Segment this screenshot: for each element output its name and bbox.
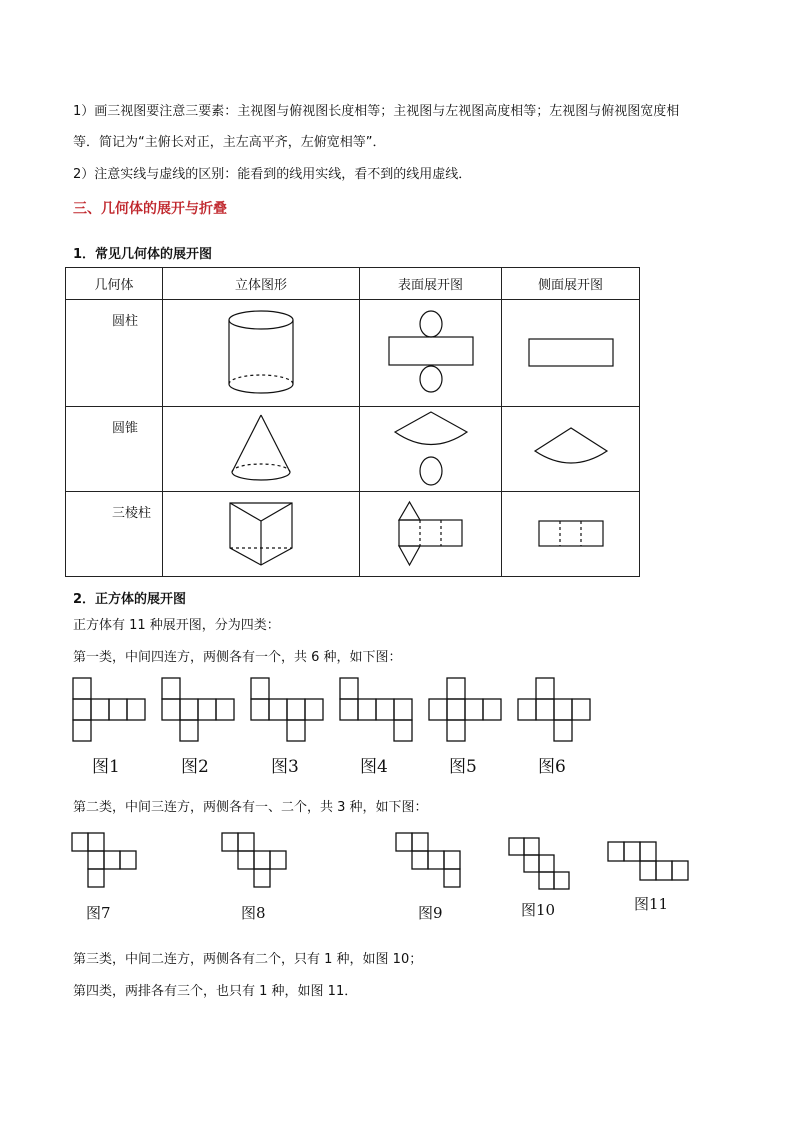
triangular-prism-icon xyxy=(163,492,360,577)
subsection-2-title: 2．正方体的展开图 xyxy=(73,592,187,607)
cylinder-icon xyxy=(163,300,360,407)
caption-fig9: 图9 xyxy=(418,904,443,922)
dashed-rectangle-net-icon xyxy=(502,492,640,577)
header-surface-net: 表面展开图 xyxy=(360,268,502,300)
caption-fig3: 图3 xyxy=(271,757,299,777)
caption-fig7: 图7 xyxy=(86,904,111,922)
header-3d-figure: 立体图形 xyxy=(163,268,360,300)
cone-icon xyxy=(163,407,360,492)
cylinder-surface-net-icon xyxy=(360,300,502,407)
cube-net-fig2-icon xyxy=(161,677,235,743)
cube-net-fig1-icon xyxy=(72,677,146,743)
cube-net-fig4-icon xyxy=(339,677,413,743)
subsection-1-title: 1．常见几何体的展开图 xyxy=(73,247,213,262)
cube-net-fig9-icon xyxy=(395,832,461,890)
cube-net-fig11-icon xyxy=(607,841,689,883)
row-name-prism: 三棱柱 xyxy=(66,492,163,577)
row-name-cone: 圆锥 xyxy=(66,407,163,492)
cube-intro: 正方体有 11 种展开图，分为四类： xyxy=(73,618,280,633)
caption-fig1: 图1 xyxy=(92,757,120,777)
prism-surface-net-icon xyxy=(360,492,502,577)
table-row xyxy=(66,492,640,577)
cube-net-fig6-icon xyxy=(517,677,591,743)
caption-fig11: 图11 xyxy=(634,895,669,913)
caption-fig10: 图10 xyxy=(521,901,556,919)
caption-fig4: 图4 xyxy=(360,757,388,777)
table-row xyxy=(66,407,640,492)
table-header-row xyxy=(66,268,640,300)
header-lateral-net: 侧面展开图 xyxy=(502,268,640,300)
header-solid: 几何体 xyxy=(66,268,163,300)
rule-line-2: 等．简记为“主俯长对正，主左高平齐，左俯宽相等”． xyxy=(73,135,386,150)
caption-fig5: 图5 xyxy=(449,757,477,777)
cube-net-fig8-icon xyxy=(221,832,287,890)
cube-net-fig3-icon xyxy=(250,677,324,743)
cube-class-3: 第三类，中间二连方，两侧各有二个，只有 1 种，如图 10； xyxy=(73,952,423,967)
table-row xyxy=(66,300,640,407)
caption-fig8: 图8 xyxy=(241,904,266,922)
caption-fig2: 图2 xyxy=(181,757,209,777)
rectangle-net-icon xyxy=(502,300,640,407)
cube-net-fig5-icon xyxy=(428,677,502,743)
row-name-cylinder: 圆柱 xyxy=(66,300,163,407)
cube-net-fig10-icon xyxy=(508,837,570,893)
cube-class-1: 第一类，中间四连方，两侧各有一个，共 6 种，如下图： xyxy=(73,650,402,665)
geometry-nets-table xyxy=(65,267,640,577)
rule-line-3: 2）注意实线与虚线的区别：能看到的线用实线，看不到的线用虚线． xyxy=(73,167,472,182)
caption-fig6: 图6 xyxy=(538,757,566,777)
section-3-title: 三、几何体的展开与折叠 xyxy=(73,201,227,217)
cube-net-fig7-icon xyxy=(71,832,137,890)
rule-line-1: 1）画三视图要注意三要素：主视图与俯视图长度相等；主视图与左视图高度相等；左视图与俯视图宽度相 xyxy=(73,104,680,119)
cone-surface-net-icon xyxy=(360,407,502,492)
cube-class-2: 第二类，中间三连方，两侧各有一、二个，共 3 种，如下图： xyxy=(73,800,428,815)
cube-class-4: 第四类，两排各有三个，也只有 1 种，如图 11． xyxy=(73,984,358,999)
sector-net-icon xyxy=(502,407,640,492)
